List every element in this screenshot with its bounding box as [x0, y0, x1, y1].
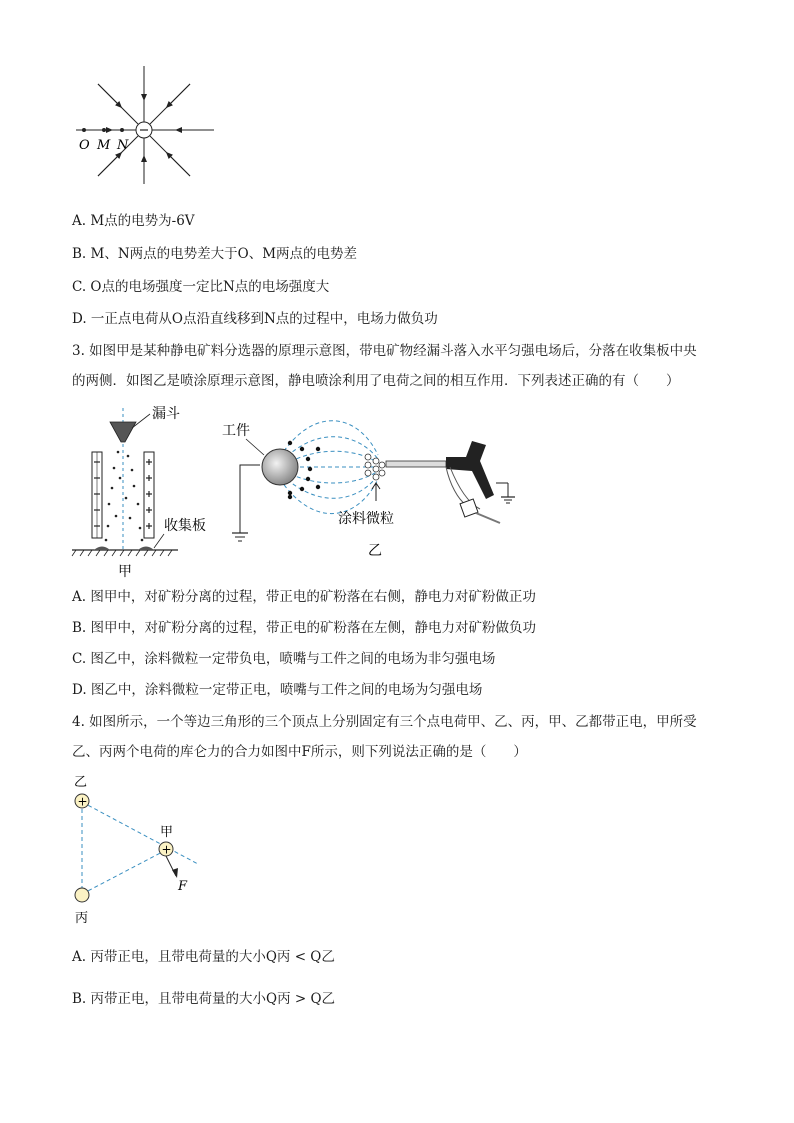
- spray-figure: [218, 405, 528, 560]
- separator-figure: [68, 400, 218, 578]
- q3-option-c: C. 图乙中，涂料微粒一定带负电，喷嘴与工件之间的电场为非匀强电场: [72, 651, 496, 667]
- yi-plus: +: [77, 794, 88, 809]
- triangle-charges-figure: [66, 770, 206, 930]
- jia-label: 甲: [160, 825, 174, 840]
- yi-label: 乙: [74, 775, 88, 790]
- q4-option-b: B. 丙带正电，且带电荷量的大小Q丙 > Q乙: [72, 991, 336, 1007]
- q3-stem-line2: 的两侧．如图乙是喷涂原理示意图，静电喷涂利用了电荷之间的相互作用．下列表述正确的有（ ）: [72, 373, 680, 389]
- field-lines-figure: [70, 60, 220, 190]
- force-label: F: [178, 879, 188, 894]
- q4-option-a: A. 丙带正电，且带电荷量的大小Q丙 < Q乙: [72, 949, 335, 965]
- label-o: O: [79, 138, 90, 153]
- q3-option-b: B. 图甲中，对矿粉分离的过程，带正电的矿粉落在左侧，静电力对矿粉做负功: [72, 620, 537, 636]
- q3-stem-line1: 3. 如图甲是某种静电矿料分选器的原理示意图，带电矿物经漏斗落入水平匀强电场后，分落在收集板中央: [72, 343, 697, 359]
- fig-jia-label: 甲: [118, 564, 132, 578]
- workpiece-label: 工件: [222, 423, 250, 439]
- q3-option-d: D. 图乙中，涂料微粒一定带正电，喷嘴与工件之间的电场为匀强电场: [72, 682, 483, 698]
- label-n: N: [117, 138, 129, 153]
- funnel-label: 漏斗: [152, 406, 180, 422]
- label-m: M: [97, 138, 111, 153]
- q4-stem-line1: 4. 如图所示，一个等边三角形的三个顶点上分别固定有三个点电荷甲、乙、丙，甲、乙都带正电，甲所受: [72, 714, 697, 730]
- jia-plus: +: [161, 842, 172, 857]
- q2-option-c: C. O点的电场强度一定比N点的电场强度大: [72, 279, 330, 295]
- q2-option-d: D. 一正点电荷从O点沿直线移到N点的过程中，电场力做负功: [72, 311, 438, 327]
- particles-label: 涂料微粒: [338, 511, 394, 527]
- collector-label: 收集板: [164, 518, 206, 534]
- fig-yi-label: 乙: [368, 543, 382, 559]
- q2-option-b: B. M、N两点的电势差大于O、M两点的电势差: [72, 246, 358, 262]
- q3-option-a: A. 图甲中，对矿粉分离的过程，带正电的矿粉落在右侧，静电力对矿粉做正功: [72, 589, 536, 605]
- bing-label: 丙: [75, 911, 89, 926]
- q4-stem-line2: 乙、丙两个电荷的库仑力的合力如图中F所示，则下列说法正确的是（ ）: [72, 744, 527, 760]
- q2-option-a: A. M点的电势为-6V: [72, 213, 195, 229]
